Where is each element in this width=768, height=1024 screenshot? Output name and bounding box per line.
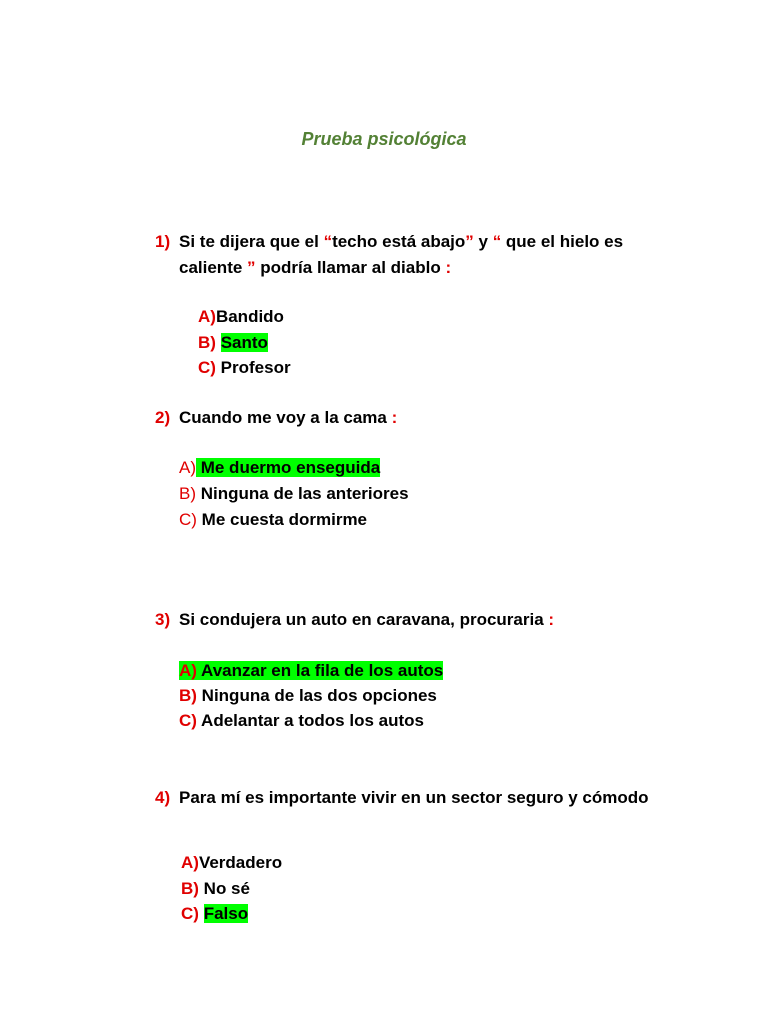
question-number: 1) — [155, 232, 171, 251]
page-title: Prueba psicológica — [301, 129, 467, 149]
question-1 — [155, 229, 658, 280]
option-4b[interactable] — [181, 876, 250, 902]
option-highlight — [179, 661, 443, 680]
option-letter: A) — [181, 853, 199, 872]
option-4c[interactable] — [181, 901, 248, 927]
option-1b[interactable] — [198, 330, 268, 356]
option-1a[interactable] — [198, 304, 284, 330]
option-letter: C) — [179, 711, 197, 730]
question-3 — [155, 607, 658, 633]
option-letter: C) — [198, 358, 216, 377]
option-letter: A) — [179, 661, 197, 680]
option-letter: B) — [198, 333, 216, 352]
option-letter: B) — [179, 686, 197, 705]
option-text-selected: Me duermo enseguida — [196, 458, 381, 477]
option-text-selected: Falso — [203, 904, 249, 923]
question-text: Si condujera un auto en caravana, procuraria : — [179, 610, 555, 629]
question-text: Si te dijera que el “techo está abajo” y “ que el hielo es caliente ” podría llamar al diablo : — [179, 232, 624, 277]
option-letter: B) — [181, 879, 199, 898]
option-text: Ninguna de las dos opciones — [196, 686, 437, 705]
option-3a[interactable] — [179, 658, 443, 684]
question-4 — [155, 785, 658, 811]
question-text: Cuando me voy a la cama : — [179, 408, 398, 427]
question-2 — [155, 405, 658, 431]
option-text-selected: Avanzar en la fila de los autos — [196, 661, 444, 680]
option-text: Bandido — [215, 307, 284, 326]
question-number: 3) — [155, 610, 171, 629]
option-3b[interactable] — [179, 683, 437, 709]
question-text: Para mí es importante vivir en un sector seguro y cómodo — [179, 788, 649, 807]
option-1c[interactable] — [198, 355, 291, 381]
question-number: 4) — [155, 788, 171, 807]
option-4a[interactable] — [181, 850, 282, 876]
option-text: Verdadero — [198, 853, 283, 872]
option-letter: C) — [181, 904, 199, 923]
option-2c[interactable] — [179, 507, 367, 533]
option-text: Me cuesta dormirme — [196, 510, 368, 529]
option-text-selected: Santo — [220, 333, 268, 352]
question-number: 2) — [155, 408, 171, 427]
option-2a[interactable] — [179, 455, 380, 481]
option-letter: B) — [179, 484, 196, 503]
option-2b[interactable] — [179, 481, 409, 507]
option-text: Ninguna de las anteriores — [196, 484, 409, 503]
option-letter: C) — [179, 510, 197, 529]
option-3c[interactable] — [179, 708, 424, 734]
option-text: Profesor — [215, 358, 291, 377]
option-text: No sé — [198, 879, 250, 898]
option-text: Adelantar a todos los autos — [196, 711, 424, 730]
option-letter: A) — [198, 307, 216, 326]
option-letter: A) — [179, 458, 196, 477]
